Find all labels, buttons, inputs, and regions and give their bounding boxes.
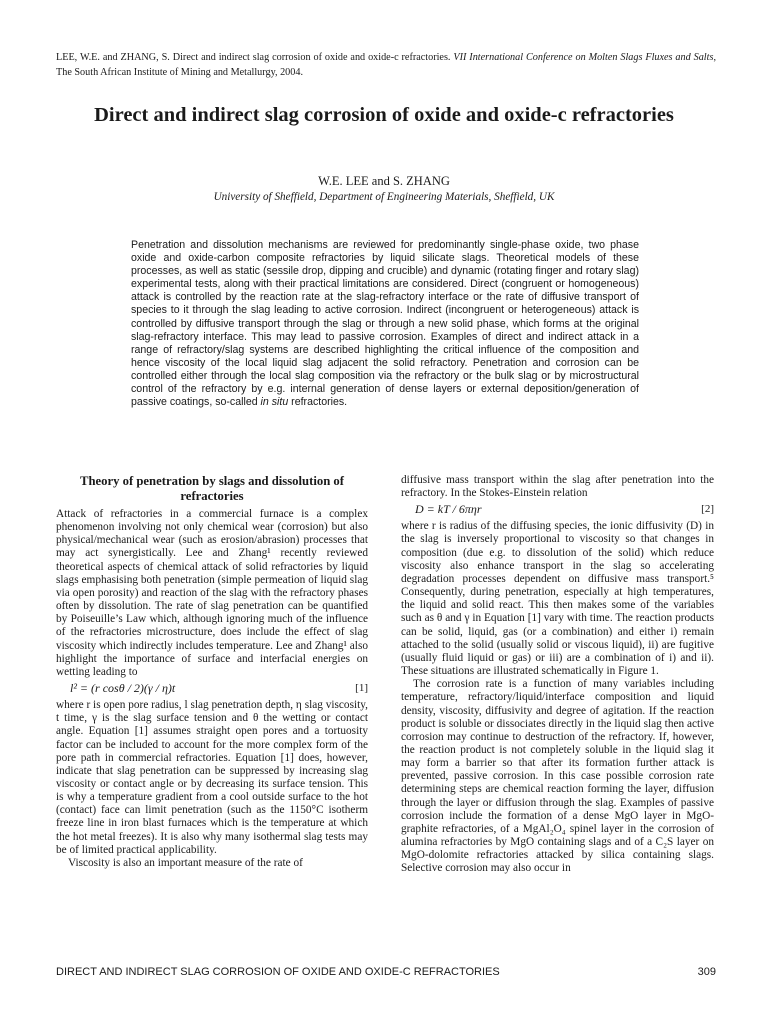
right-column [401, 474, 714, 876]
equation-1 [56, 679, 368, 699]
equation-2 [401, 500, 714, 520]
paper-title: Direct and indirect slag corrosion of oxide and oxide-c refractories [94, 104, 674, 126]
left-paragraph-1: Attack of refractories in a commercial furnace is a complex phenomenon involving not only chemical wear (corrosion) but also physical/mechanical wear (such as erosion/abrasion) processes that may act synergistically. Lee and Zhang¹ recently reviewed theoretical aspects of chemical attack of solid refractories by liquid slags emphasising both penetration (simple permeation of liquid slag via open porosity) and reaction of the slag with the refractory phases often by dissolution. The rate of slag penetration can be quantified by Poiseuille’s Law which, although ignoring much of the influence of the refractories microstructure, does include the effect of slag viscosity which indirectly includes temperature. Lee and Zhang¹ also highlight the importance of surface and interfacial energies on wetting leading to [56, 508, 368, 678]
left-paragraph-3: Viscosity is also an important measure of the rate of [68, 856, 303, 869]
abstract-italic: in situ [260, 396, 289, 409]
right-paragraph-1: diffusive mass transport within the slag after penetration into the refractory. In the Stokes-Einstein relation [401, 474, 714, 500]
abstract-end: refractories. [288, 396, 348, 409]
running-title: DIRECT AND INDIRECT SLAG CORROSION OF OXIDE AND OXIDE-C REFRACTORIES [56, 966, 500, 978]
equation-2-number: [2] [701, 503, 714, 516]
equation-1-body: l² = (r cosθ / 2)(γ / η)t [70, 681, 176, 696]
section-heading: Theory of penetration by slags and dissolution of refractories [79, 474, 344, 503]
right-paragraph-2: where r is radius of the diffusing species, the ionic diffusivity (D) in the slag is inversely proportional to viscosity so that changes in composition (due e.g. to dissolution of the solid) which reduce viscosity also enhance transport in the slag so accelerating degradation processes dependent on diffusive mass transport.⁵ Consequently, during penetration, especially at high temperatures, the liquid and solid react. This then makes some of the variables such as θ and γ in Equation [1] vary with time. The reaction products can be solid, liquid, gas (or a combination) and either i) remain attached to the solid (usually solid or viscous liquid), ii) are fugitive (usually fluid liquid or gas) or iii) are a combination of i) and ii). These situations are illustrated schematically in Figure 1. [401, 520, 714, 678]
paper-affiliation: University of Sheffield, Department of Engineering Materials, Sheffield, UK [213, 191, 555, 203]
citation-conference: VII International Conference on Molten Slags Fluxes and Salts [453, 52, 714, 63]
equation-1-number: [1] [355, 682, 368, 695]
page-number: 309 [697, 966, 716, 978]
left-column [56, 508, 368, 870]
right-paragraph-3: The corrosion rate is a function of many variables including temperature, refractory/liquid/interface composition and liquid density, viscosity, diffusivity and degree of agitation. If the reaction product is soluble or dissociates directly in the liquid slag then active corrosion may continue to destruction of the refractory. If, however, the reaction product is not completely soluble in the liquid slag it may form a barrier so that after its formation further attack is prevented, passive corrosion. In this case possible corrosion rate determining steps are chemical reaction forming the layer, diffusion through the layer or diffusion through the slag. Examples of passive corrosion include the formation of a dense MgO layer in MgO-graphite refractories, of a MgAl₂O₄ spinel layer in the corrosion of alumina refractories by MgO containing slags and of a C₂S layer on MgO-dolomite refractories attacked by silica containing slags. Selective corrosion may also occur in [401, 678, 714, 875]
paper-authors: W.E. LEE and S. ZHANG [318, 174, 450, 188]
abstract [131, 239, 639, 409]
citation-publisher: , The South African Institute of Mining and Metallurgy, 2004. [56, 52, 716, 78]
equation-2-body: D = kT / 6πηr [415, 502, 482, 517]
abstract-text: Penetration and dissolution mechanisms are reviewed for predominantly single-phase oxide, two phase oxide and oxide-carbon composite refractories by liquid silicate slags. Theoretical models of these processes, as well as static (sessile drop, dipping and crucible) and dynamic (rotating finger and rotary slag) experimental tests, along with their practical limitations are considered. Direct (congruent or homogeneous) attack is controlled by the reaction rate at the slag-refractory interface or the rate of diffusive transport of species to it through the slag leading to active corrosion. Indirect (incongruent or heterogeneous) attack is controlled by diffusive transport through the slag or through a new solid phase, which forms at the original slag-refractory interface. This may lead to passive corrosion. Examples of direct and indirect attack in a range of refractory/slag systems are described highlighting the critical influence of the composition and hence viscosity of the local liquid slag adjacent the solid refractory. Penetration and corrosion can be controlled either through the local slag composition via the refractory or the bulk slag or by microstructural control of the refractory by e.g. internal generation of dense layers or external deposition/generation of passive coatings, so-called [131, 239, 639, 409]
page-footer [56, 966, 716, 978]
left-paragraph-2: where r is open pore radius, l slag penetration depth, η slag viscosity, t time, γ is the slag surface tension and θ the wetting or contact angle. Equation [1] assumes straight open pores and a tortuosity factor can be included to account for the more complex form of the pore path in commercial refractories. Equation [1] does, however, indicate that slag penetration can be suppressed by increasing slag viscosity or contact angle or by decreasing its surface tension. This is why a temperature gradient from a cool outside surface to the hot (contact) face can limit penetration (such as the 1150°C isotherm freeze line in iron blast furnaces which is the temperature at which the hot metal freezes). It is also why many isothermal slag tests may be of limited practical applicability. [56, 699, 368, 856]
citation-authors: LEE, W.E. and ZHANG, S. Direct and indirect slag corrosion of oxide and oxide-c refractories. [56, 52, 451, 63]
citation-header [56, 50, 716, 80]
